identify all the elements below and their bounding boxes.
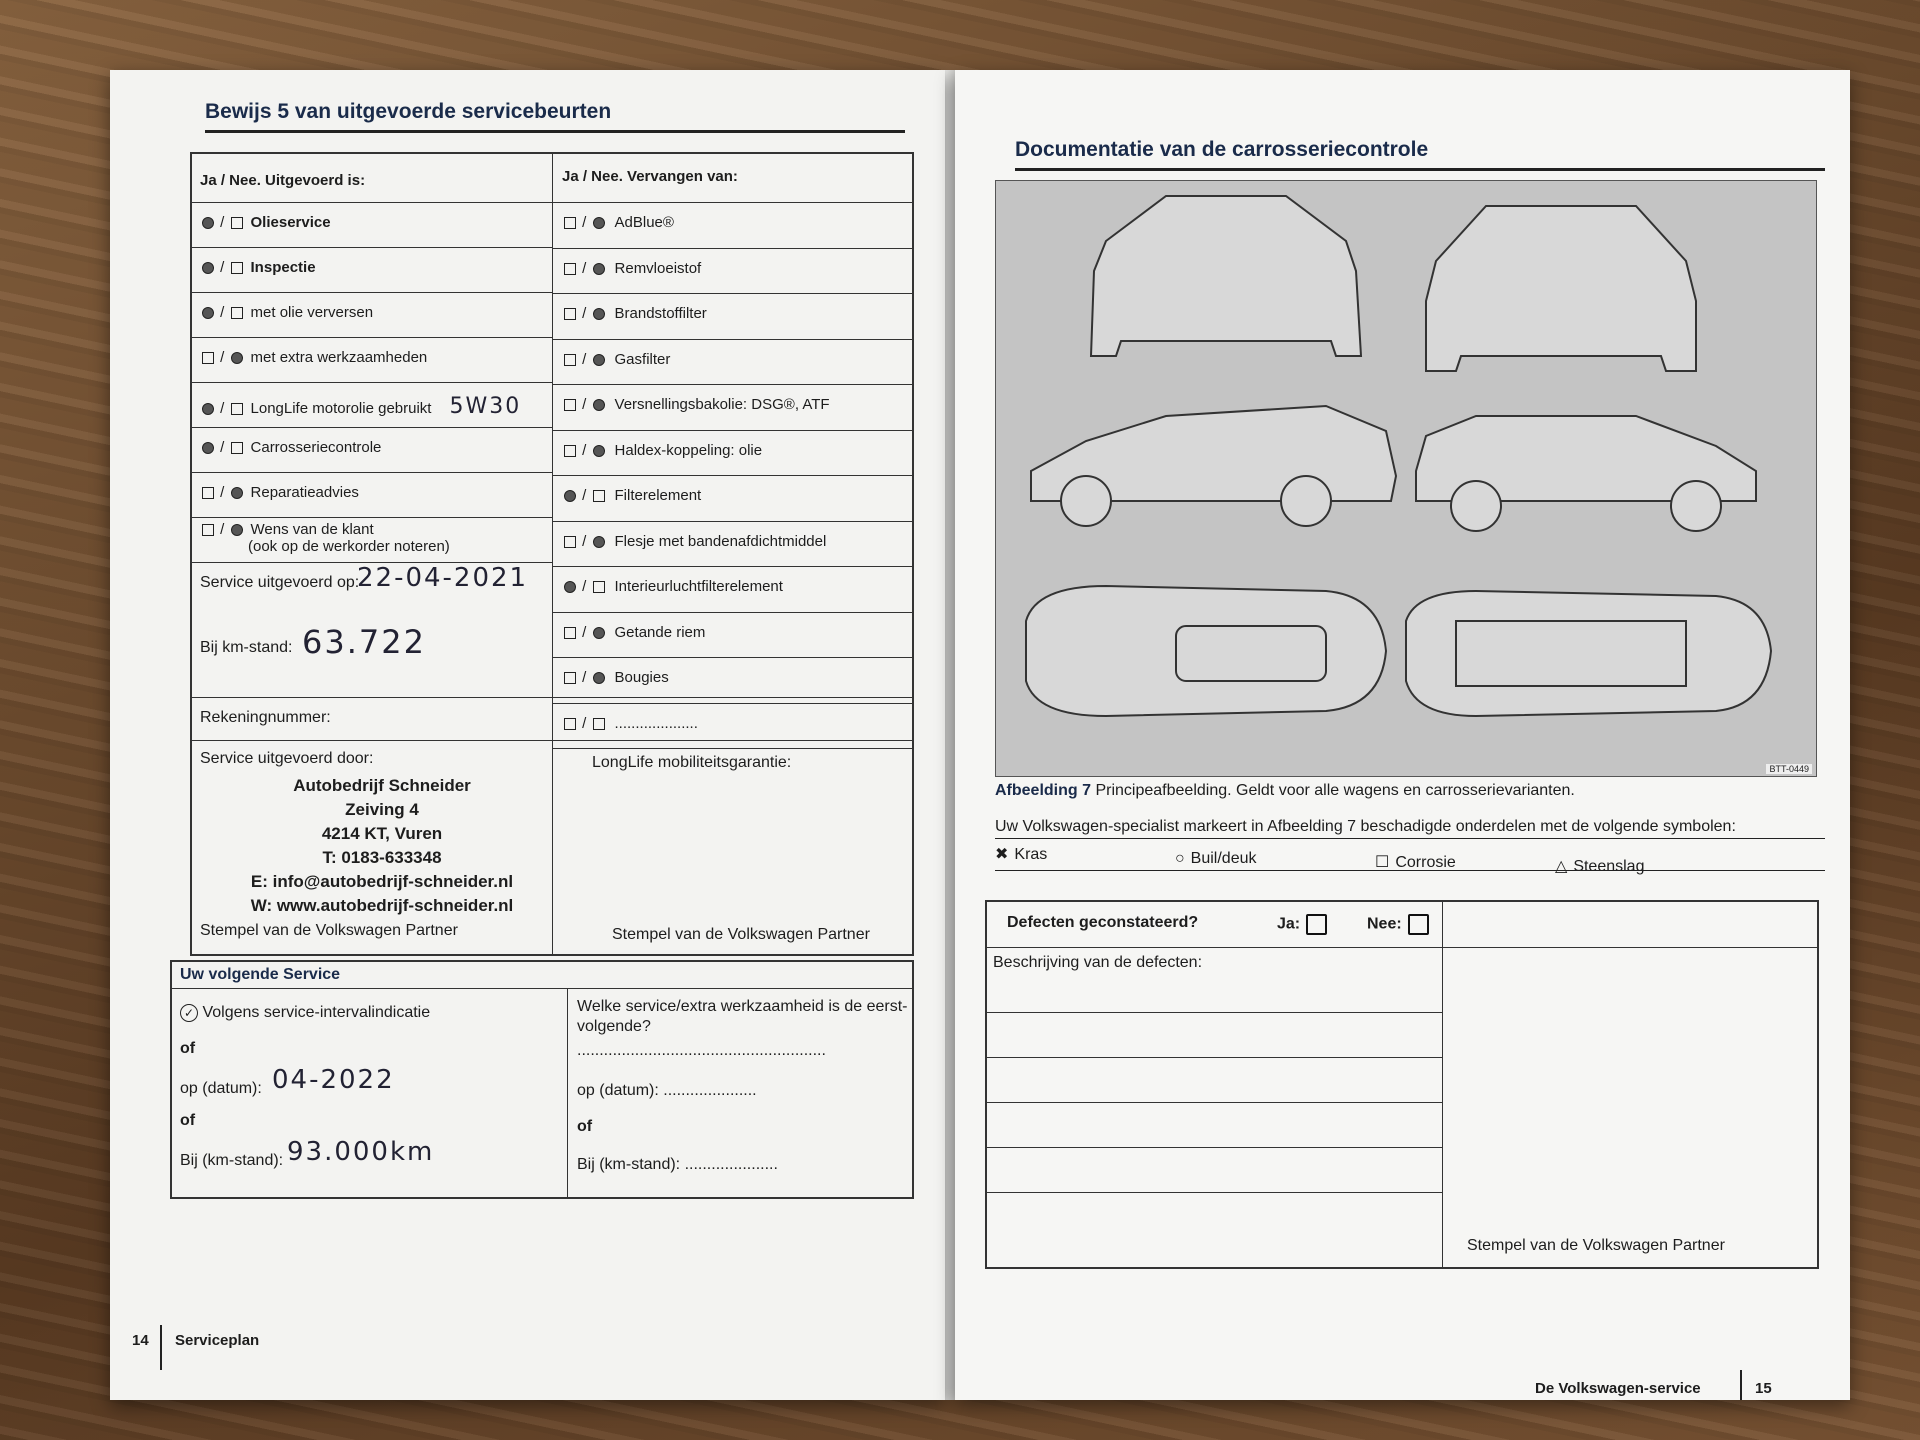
replaced-row	[562, 715, 698, 732]
row-divider	[552, 384, 912, 385]
performed-label: Olieservice	[250, 214, 331, 231]
yes-checkbox[interactable]	[202, 307, 214, 319]
replaced-row	[562, 214, 674, 231]
performed-row	[200, 484, 359, 501]
wheel-1	[1061, 476, 1111, 526]
defects-label: Defecten geconstateerd?	[1007, 914, 1199, 931]
title-rule	[205, 130, 905, 133]
replaced-label: Getande riem	[614, 623, 706, 641]
yes-checkbox[interactable]	[564, 354, 576, 366]
instruction-rule	[995, 838, 1825, 839]
wheel-4	[1671, 481, 1721, 531]
slash-sep: /	[578, 350, 591, 368]
km-value: 63.722	[302, 623, 426, 661]
diagram-code: BTT-0449	[1766, 764, 1812, 774]
row-divider	[552, 430, 912, 431]
slash-sep: /	[578, 623, 591, 641]
performed-by-label: Service uitgevoerd door:	[200, 750, 374, 767]
r-km-label: Bij (km-stand): .....................	[577, 1156, 778, 1173]
yes-checkbox[interactable]	[202, 217, 214, 229]
no-checkbox[interactable]	[231, 307, 243, 319]
replaced-label: ....................	[614, 714, 698, 732]
footer-divider-right	[1740, 1370, 1742, 1400]
slash-sep: /	[216, 304, 229, 321]
symbol-glyph-icon: ☐	[1375, 854, 1390, 871]
replaced-label: Brandstoffilter	[614, 305, 707, 322]
next-question: Welke service/extra werkzaamheid is de eerst-	[577, 998, 908, 1015]
replaced-row	[562, 624, 705, 641]
car-outlines	[996, 181, 1816, 776]
yes-checkbox[interactable]	[564, 718, 576, 730]
instruction-text: Uw Volkswagen-specialist markeert in Afbeelding 7 beschadigde onderdelen met de volgende symbolen:	[995, 818, 1736, 835]
slash-sep: /	[216, 439, 229, 456]
car-bottom-view	[1406, 591, 1771, 716]
yes-checkbox[interactable]	[202, 487, 214, 499]
row-divider	[192, 292, 552, 293]
replaced-row	[562, 533, 826, 550]
description-label: Beschrijving van de defecten:	[993, 954, 1203, 971]
no-checkbox[interactable]	[593, 581, 605, 593]
slash-sep: /	[578, 487, 591, 504]
slash-sep: /	[578, 669, 591, 686]
replaced-label: Versnellingsbakolie: DSG®, ATF	[614, 396, 830, 413]
no-checkbox[interactable]	[593, 490, 605, 502]
yes-checkbox[interactable]	[202, 262, 214, 274]
company-name: Autobedrijf Schneider	[293, 776, 471, 795]
stamp-partner: Stempel van de Volkswagen Partner	[1467, 1237, 1725, 1254]
no-checkbox[interactable]	[593, 263, 605, 275]
replaced-label: Interieurluchtfilterelement	[614, 578, 783, 595]
no-checkbox[interactable]	[593, 354, 605, 366]
no-checkbox[interactable]	[593, 445, 605, 457]
stamp-right: Stempel van de Volkswagen Partner	[612, 926, 870, 943]
row-divider	[552, 475, 912, 476]
slash-sep: /	[578, 532, 591, 550]
row-divider	[552, 248, 912, 249]
next-km-value: 93.000km	[287, 1137, 435, 1167]
slash-sep: /	[216, 349, 229, 366]
no-checkbox[interactable]	[593, 217, 605, 229]
no-checkbox[interactable]	[231, 403, 243, 415]
replaced-label: Remvloeistof	[614, 259, 702, 277]
or-1: of	[180, 1040, 196, 1057]
ja-checkbox[interactable]	[1277, 914, 1327, 935]
performed-label: Wens van de klant	[250, 521, 374, 538]
performed-label-2: (ook op de werkorder noteren)	[248, 538, 450, 556]
row-divider	[192, 427, 552, 428]
replaced-row	[562, 305, 707, 322]
no-checkbox[interactable]	[231, 524, 243, 536]
yes-checkbox[interactable]	[564, 399, 576, 411]
replaced-row	[562, 396, 830, 413]
slash-sep: /	[578, 441, 591, 459]
right-footer-label: De Volkswagen-service	[1535, 1380, 1701, 1397]
left-page	[110, 70, 945, 1400]
symbol-label: Kras	[1014, 846, 1048, 863]
symbol-label: Corrosie	[1395, 854, 1456, 871]
performed-row	[200, 259, 316, 276]
right-page-number: 15	[1755, 1380, 1772, 1397]
no-checkbox[interactable]	[231, 262, 243, 274]
r-date-label: op (datum): .....................	[577, 1082, 757, 1099]
slash-sep: /	[578, 214, 591, 231]
symbol-label: Steenslag	[1573, 858, 1645, 875]
damage-symbol	[1555, 858, 1644, 876]
replaced-row	[562, 260, 701, 277]
slash-sep: /	[578, 714, 591, 732]
diagram-caption	[995, 782, 1575, 800]
replaced-row	[562, 442, 762, 459]
symbol-glyph-icon: ○	[1175, 850, 1185, 867]
car-top-roof	[1176, 626, 1326, 681]
yes-checkbox[interactable]	[564, 672, 576, 684]
right-page	[955, 70, 1850, 1400]
km-label: Bij km-stand:	[200, 639, 293, 656]
replaced-label: Filterelement	[614, 487, 702, 504]
next-date-label: op (datum):	[180, 1080, 262, 1097]
performed-label: Reparatieadvies	[250, 484, 359, 501]
no-checkbox[interactable]	[593, 399, 605, 411]
next-question-2: volgende?	[577, 1018, 651, 1035]
ja-label: Ja:	[1277, 915, 1301, 933]
defects-table	[985, 900, 1819, 1269]
next-service-header: Uw volgende Service	[180, 966, 341, 983]
row-divider	[552, 293, 912, 294]
next-km-label: Bij (km-stand):	[180, 1152, 284, 1169]
company-phone: T: 0183-633348	[322, 848, 442, 867]
row-divider	[552, 657, 912, 658]
left-page-number: 14	[132, 1332, 149, 1349]
row-divider	[552, 748, 912, 749]
no-checkbox[interactable]	[593, 672, 605, 684]
replaced-row	[562, 487, 701, 504]
left-page-title: Bewijs 5 van uitgevoerde servicebeurten	[205, 100, 612, 123]
company-website: W: www.autobedrijf-schneider.nl	[250, 896, 514, 915]
check-mark-icon: ✓	[180, 1004, 198, 1022]
no-checkbox[interactable]	[231, 217, 243, 229]
wheel-3	[1451, 481, 1501, 531]
row-divider	[192, 382, 552, 383]
replaced-label: Bougies	[614, 669, 669, 686]
nee-box[interactable]	[1408, 914, 1429, 935]
caption-bold: Afbeelding 7	[995, 782, 1092, 799]
replaced-row	[562, 351, 670, 368]
yes-checkbox[interactable]	[564, 536, 576, 548]
slash-sep: /	[578, 259, 591, 277]
yes-checkbox[interactable]	[202, 442, 214, 454]
damage-symbol	[1175, 850, 1257, 868]
company-email: E: info@autobedrijf-schneider.nl	[250, 872, 514, 891]
left-footer-label: Serviceplan	[175, 1332, 260, 1349]
car-rear-view	[1091, 196, 1361, 356]
symbol-label: Buil/deuk	[1190, 850, 1257, 867]
r-or: of	[577, 1118, 593, 1135]
no-checkbox[interactable]	[593, 718, 605, 730]
yes-checkbox[interactable]	[564, 490, 576, 502]
row-divider	[192, 337, 552, 338]
no-checkbox[interactable]	[593, 308, 605, 320]
yes-checkbox[interactable]	[564, 263, 576, 275]
performed-label: Carrosseriecontrole	[250, 439, 382, 456]
interval-text: Volgens service-intervalindicatie	[202, 1004, 431, 1021]
caption-text: Principeafbeelding. Geldt voor alle wagens en carrosserievarianten.	[1095, 782, 1575, 799]
right-page-title: Documentatie van de carrosseriecontrole	[1015, 138, 1429, 161]
row-divider	[552, 521, 912, 522]
replaced-label: Flesje met bandenafdichtmiddel	[614, 532, 827, 550]
damage-symbol	[995, 846, 1047, 864]
slash-sep: /	[578, 578, 591, 595]
invoice-label: Rekeningnummer:	[200, 709, 331, 726]
car-front-view	[1426, 206, 1696, 371]
next-date-value: 04-2022	[272, 1065, 395, 1095]
symbols-rule	[995, 870, 1825, 871]
performed-label: met olie verversen	[250, 304, 374, 321]
performed-row	[200, 214, 331, 231]
performed-label: LongLife motorolie gebruikt	[250, 400, 432, 417]
replaced-row	[562, 578, 783, 595]
row-divider	[552, 703, 912, 704]
row-divider	[192, 472, 552, 473]
performed-row	[200, 349, 427, 366]
or-2: of	[180, 1112, 196, 1129]
slash-sep: /	[216, 214, 229, 231]
right-title-rule	[1015, 168, 1825, 171]
replaced-row	[562, 669, 669, 686]
service-table	[190, 152, 914, 956]
stamp-left: Stempel van de Volkswagen Partner	[200, 922, 458, 939]
row-divider	[552, 566, 912, 567]
yes-checkbox[interactable]	[202, 403, 214, 415]
no-checkbox[interactable]	[231, 352, 243, 364]
performed-row	[200, 521, 450, 556]
yes-checkbox[interactable]	[564, 308, 576, 320]
row-divider	[192, 517, 552, 518]
replaced-label: Gasfilter	[614, 350, 671, 368]
performed-label: Inspectie	[250, 259, 316, 276]
wheel-2	[1281, 476, 1331, 526]
slash-sep: /	[578, 305, 591, 322]
no-checkbox[interactable]	[593, 536, 605, 548]
nee-label: Nee:	[1367, 915, 1402, 933]
replaced-header: Ja / Nee. Vervangen van:	[562, 168, 738, 185]
slash-sep: /	[216, 400, 229, 417]
service-date-value: 22-04-2021	[357, 563, 529, 593]
interval-label	[180, 1004, 430, 1022]
car-diagram	[995, 180, 1817, 777]
slash-sep: /	[216, 259, 229, 276]
yes-checkbox[interactable]	[564, 217, 576, 229]
yes-checkbox[interactable]	[564, 445, 576, 457]
footer-divider-left	[160, 1325, 162, 1370]
row-divider	[192, 247, 552, 248]
yes-checkbox[interactable]	[202, 524, 214, 536]
company-street: Zeiving 4	[345, 800, 419, 819]
performed-row	[200, 304, 373, 321]
no-checkbox[interactable]	[231, 442, 243, 454]
next-question-dots: ........................................................	[577, 1042, 826, 1059]
replaced-label: AdBlue®	[614, 214, 674, 231]
symbol-glyph-icon: △	[1555, 858, 1568, 875]
row-divider	[552, 612, 912, 613]
oil-grade-note: 5W30	[449, 394, 522, 419]
replaced-label: Haldex-koppeling: olie	[614, 441, 763, 459]
service-date-label: Service uitgevoerd op:	[200, 574, 360, 591]
next-service-table	[170, 960, 914, 1199]
no-checkbox[interactable]	[593, 627, 605, 639]
yes-checkbox[interactable]	[564, 627, 576, 639]
yes-checkbox[interactable]	[202, 352, 214, 364]
slash-sep: /	[578, 396, 591, 413]
performed-label: met extra werkzaamheden	[250, 349, 428, 366]
performed-row	[200, 394, 521, 419]
no-checkbox[interactable]	[231, 487, 243, 499]
nee-checkbox[interactable]	[1367, 914, 1429, 935]
symbol-glyph-icon: ✖	[995, 846, 1009, 863]
performed-row	[200, 439, 381, 456]
yes-checkbox[interactable]	[564, 581, 576, 593]
company-city: 4214 KT, Vuren	[321, 824, 443, 843]
performed-header: Ja / Nee. Uitgevoerd is:	[200, 172, 366, 189]
ja-box[interactable]	[1306, 914, 1327, 935]
slash-sep: /	[216, 521, 229, 538]
mobility-label: LongLife mobiliteitsgarantie:	[592, 754, 792, 771]
slash-sep: /	[216, 484, 229, 501]
company-block	[232, 774, 532, 918]
row-divider	[552, 339, 912, 340]
